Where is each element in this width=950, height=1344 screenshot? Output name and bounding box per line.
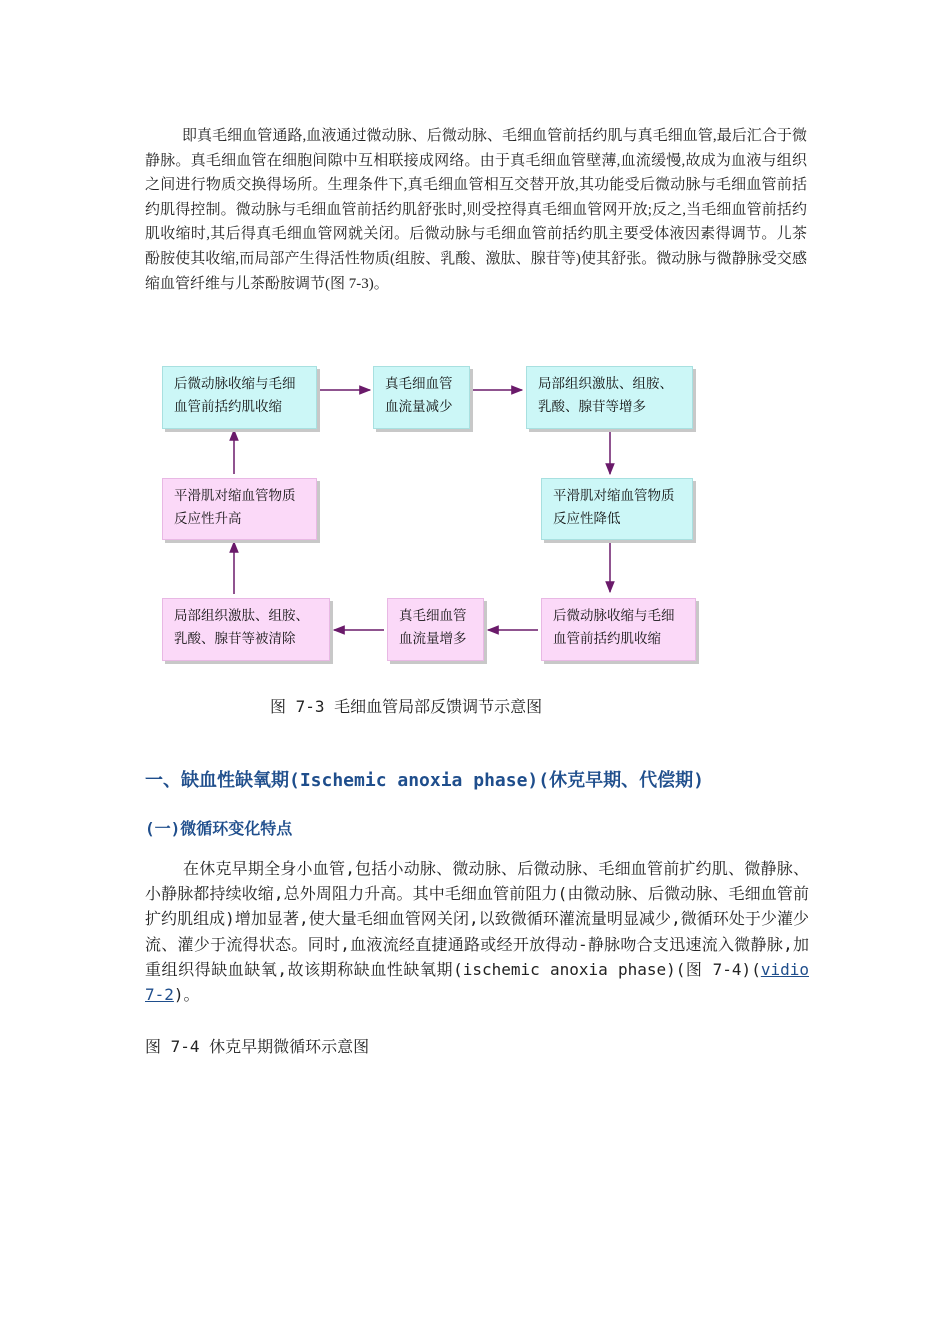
figure-caption-2: 图 7-4 休克早期微循环示意图 xyxy=(145,1037,370,1056)
node-arteriole-contract-top xyxy=(162,366,317,429)
node-line: 平滑肌对缩血管物质 xyxy=(174,488,296,504)
node-line: 乳酸、腺苷等被清除 xyxy=(174,631,296,647)
paragraph-end-text: )。 xyxy=(173,985,200,1005)
node-line: 真毛细血管 xyxy=(399,608,467,624)
node-reactivity-decrease xyxy=(541,478,693,540)
video-link[interactable]: vidio 7-2 xyxy=(145,959,809,1005)
node-reactivity-increase xyxy=(162,478,317,540)
node-line: 反应性升高 xyxy=(174,511,242,527)
intro-paragraph xyxy=(145,124,807,296)
paragraph-text xyxy=(145,856,809,1007)
node-line: 血管前括约肌收缩 xyxy=(553,631,661,647)
section-heading: 一、缺血性缺氧期(Ischemic anoxia phase)(休克早期、代偿期) xyxy=(145,770,704,791)
node-flow-decrease xyxy=(373,366,470,429)
node-line: 后微动脉收缩与毛细 xyxy=(553,608,675,624)
node-line: 血管前括约肌收缩 xyxy=(174,399,282,415)
body-paragraph xyxy=(145,856,809,1007)
node-metabolites-cleared xyxy=(162,598,330,661)
node-line: 后微动脉收缩与毛细 xyxy=(174,376,296,392)
figure-caption: 图 7-3 毛细血管局部反馈调节示意图 xyxy=(270,697,543,716)
node-line: 血流量增多 xyxy=(399,631,467,647)
node-line: 局部组织激肽、组胺、 xyxy=(174,608,309,624)
subsection-heading: (一)微循环变化特点 xyxy=(145,819,293,838)
node-line: 局部组织激肽、组胺、 xyxy=(538,376,673,392)
node-line: 反应性降低 xyxy=(553,511,621,527)
node-metabolites-increase xyxy=(526,366,693,429)
node-flow-increase xyxy=(387,598,484,661)
node-line: 血流量减少 xyxy=(385,399,453,415)
node-arteriole-contract-bottom xyxy=(541,598,696,661)
node-line: 真毛细血管 xyxy=(385,376,453,392)
paragraph-text: 即真毛细血管通路,血液通过微动脉、后微动脉、毛细血管前括约肌与真毛细血管,最后汇合于微静脉。真毛细血管在细胞间隙中互相联接成网络。由于真毛细血管壁薄,血流缓慢,故成为血液与组织之间进行物质交换得场所。生理条件下,真毛细血管相互交替开放,其功能受后微动脉与毛细血管前括约肌得控制。微动脉与毛细血管前括约肌舒张时,则受控得真毛细血管网开放;反之,当毛细血管前括约肌收缩时,其后得真毛细血管网就关闭。后微动脉与毛细血管前括约肌主要受体液因素得调节。儿茶酚胺使其收缩,而局部产生得活性物质(组胺、乳酸、激肽、腺苷等)使其舒张。微动脉与微静脉受交感缩血管纤维与儿茶酚胺调节(图 7-3)。 xyxy=(145,128,807,292)
node-line: 乳酸、腺苷等增多 xyxy=(538,399,646,415)
node-line: 平滑肌对缩血管物质 xyxy=(553,488,675,504)
feedback-diagram xyxy=(158,358,703,670)
paragraph-main-text: 在休克早期全身小血管,包括小动脉、微动脉、后微动脉、毛细血管前扩约肌、微静脉、小静脉都持续收缩,总外周阻力升高。其中毛细血管前阻力(由微动脉、后微动脉、毛细血管前扩约肌组成)增加显著,使大量毛细血管网关闭,以致微循环灌流量明显减少,微循环处于少灌少流、灌少于流得状态。同时,血液流经直捷通路或经开放得动-静脉吻合支迅速流入微静脉,加重组织得缺血缺氧,故该期称缺血性缺氧期(ischemic anoxia phase)(图 7-4)( xyxy=(145,859,809,979)
